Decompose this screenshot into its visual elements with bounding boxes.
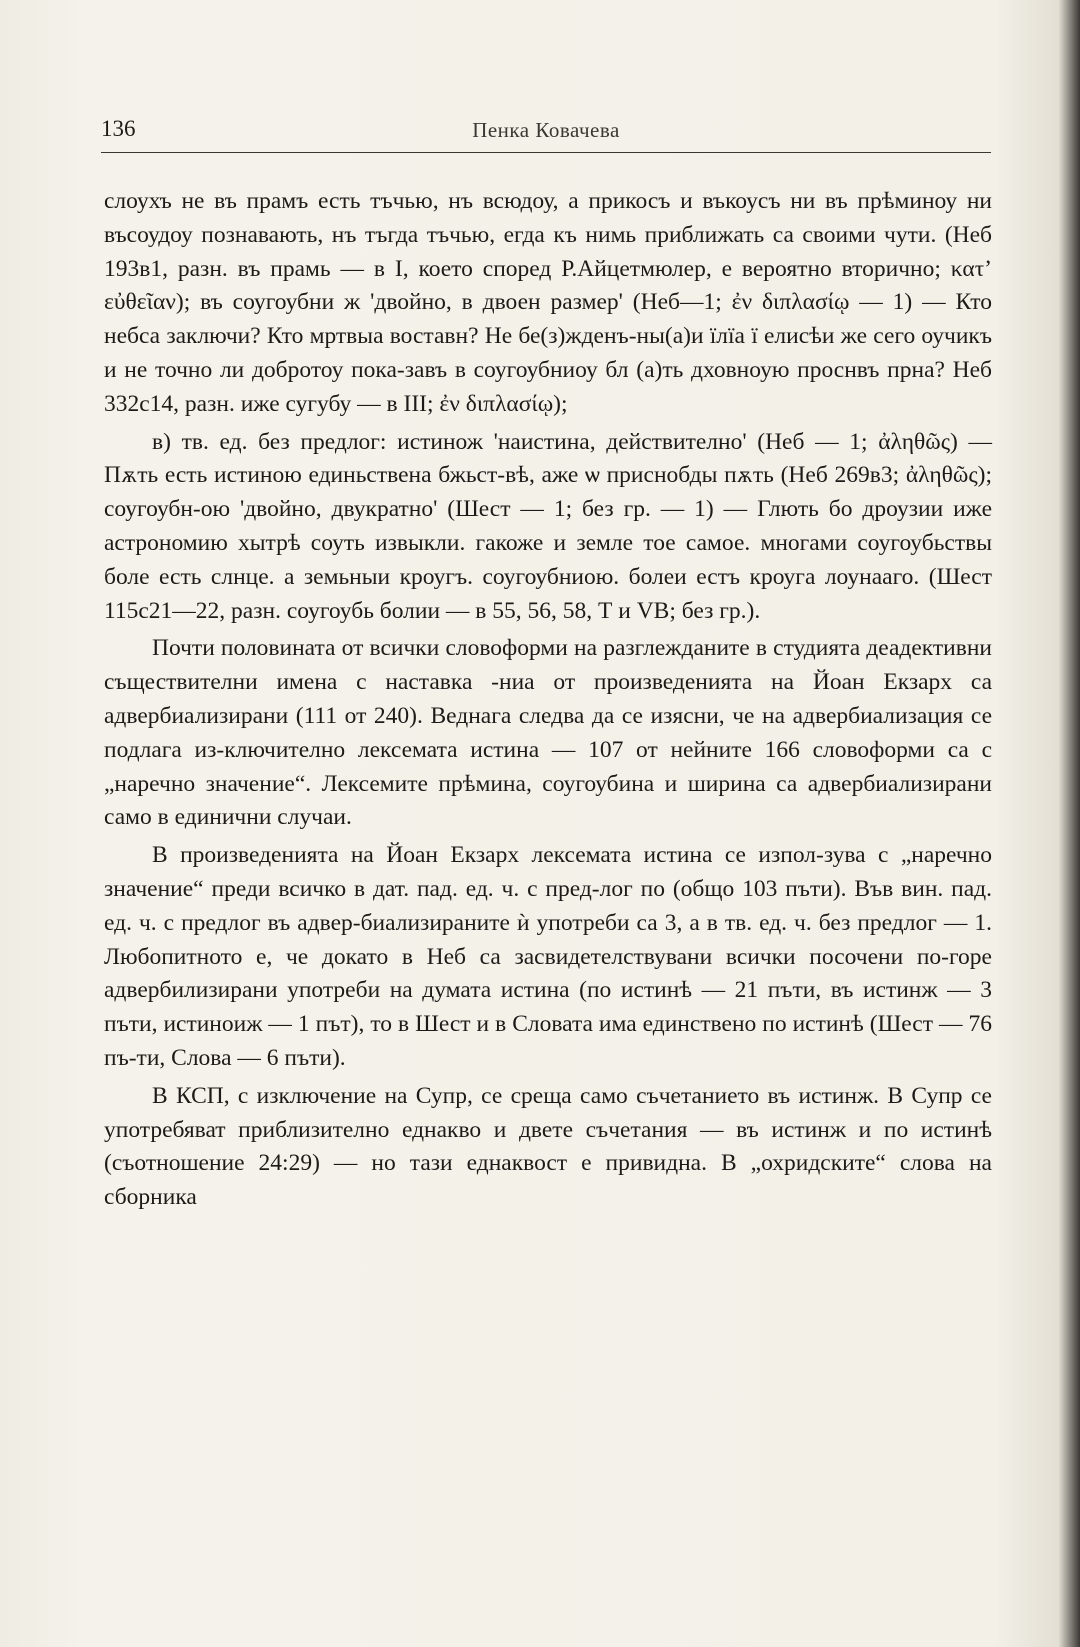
paragraph-1: слоухъ не въ прамъ есть тъчью, нъ всюдоу, а прикосъ и въкоусъ ни въ прѣминоу ни въсоудоу познавають, нъ тъгда тъчью, егда къ нимь приближать са своими чути. (Неб 193в1, разн. въ прамь — в I, което според Р.Айцетмюлер, е вероятно вторично; κατ’ εὐθεῖαν); въ соугоубни ж 'двойно, в двоен размер' (Неб—1; ἐν διπλασίῳ — 1) — Кто небса заключи? Кто мртвыа воставн? Не бе(з)жденъ-ны(а)и їлїа ї елисѣи же сего оучикъ и не точно ли добротоу пока-завъ в соугоубниоу бл (а)ть дховноую проснвъ прна? Неб 332с14, разн. иже сугубу — в III; ἐν διπλασίῳ); [104, 188, 992, 417]
running-head: Пенка Ковачева [472, 118, 620, 142]
paragraph-2: в) тв. ед. без предлог: истинож 'наистина, действително' (Неб — 1; ἀληθῶς) — Пѫть есть истиною единьствена бжьст-вѣ, аже ѡ приснобды пѫть (Неб 269в3; ἀληθῶς); соугоубн-ою 'двойно, двукратно' (Шест — 1; без гр. — 1) — Глють бо дроузии иже астрономию хытрѣ соуть извыкли. гакоже и земле тое самое. многами соугоубьствы боле есть слнце. а земьныи кроугъ. соугоубниою. болеи естъ кроуга лоунааго. (Шест 115с21—22, разн. соугоубь болии — в 55, 56, 58, Т и VB; без гр.). [104, 428, 992, 624]
paragraph-4: В произведенията на Йоан Екзарх лексемата истина се изпол-зува с „наречно значение“ преди всичко в дат. пад. ед. ч. с пред-лог по (общо 103 пъти). Във вин. пад. ед. ч. с предлог въ адвер-биализираните ѝ употреби са 3, а в тв. ед. ч. без предлог — 1. Любопитното е, че докато в Неб са засвидетелствувани всички посочени по-горе адвербилизирани употреби на думата истина (по истинѣ — 21 пъти, въ истинж — 3 пъти, истиноиж — 1 път), то в Шест и в Словата има единствено по истинѣ (Шест — 76 пъ-ти, Слова — 6 пъти). [104, 842, 992, 1071]
paragraph-5: В КСП, с изключение на Супр, се среща само съчетанието въ истинж. В Супр се употребяват приблизително еднакво и двете съчетания — въ истинж и по истинѣ (съотношение 24:29) — но тази еднаквост е привидна. В „охридските“ слова на сборника [104, 1082, 992, 1211]
paragraph-3: Почти половината от всички словоформи на разглежданите в студията деадективни съществителни имена с наставка -ниа от произведенията на Йоан Екзарх са адвербиализирани (111 от 240). Веднага следва да се изясни, че на адвербиализация се подлага из-ключително лексемата истина — 107 от нейните 166 словоформи са с „наречно значение“. Лексемите прѣмина, соугоубина и ширина са адвербиализирани само в единични случаи. [104, 635, 992, 831]
page-header [101, 116, 991, 153]
page-number: 136 [101, 116, 136, 141]
body-text [104, 185, 992, 1219]
